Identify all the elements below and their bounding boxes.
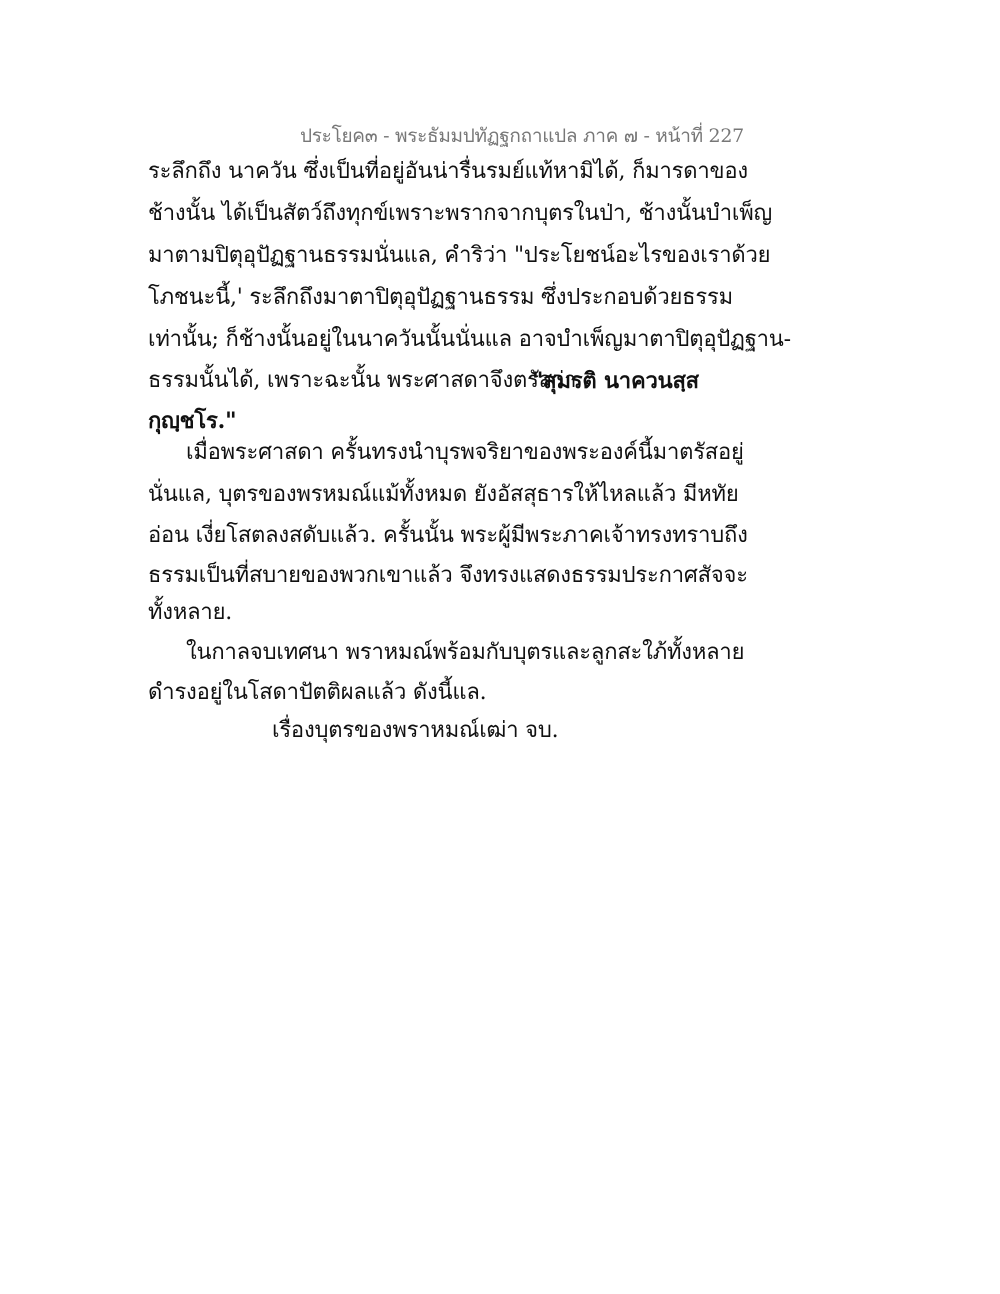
pali-quote: "สุมรติ นาควนสฺส: [532, 368, 699, 394]
pali-quote-end: กุญฺชโร.": [148, 408, 237, 434]
text-line: นั่นแล, บุตรของพรหมณ์แม้ทั้งหมด ยังอัสสุธารให้ไหลแล้ว มีหทัย: [148, 482, 739, 507]
text-line: ช้างนั้น ได้เป็นสัตว์ถึงทุกข์เพราะพรากจากบุตรในป่า, ช้างนั้นบำเพ็ญ: [148, 201, 773, 226]
story-end-line: เรื่องบุตรของพราหมณ์เฒ่า จบ.: [272, 718, 559, 743]
running-header: ประโยค๓ - พระธัมมปทัฏฐกถาแปล ภาค ๗ - หน้าที่ 227: [300, 125, 744, 147]
text-line: เท่านั้น; ก็ช้างนั้นอยู่ในนาควันนั้นนั่นแล อาจบำเพ็ญมาตาปิตุอุปัฏฐาน-: [148, 327, 791, 352]
text-line: มาตามปิตุอุปัฏฐานธรรมนั่นแล, คำริว่า "ประโยชน์อะไรของเราด้วย: [148, 243, 771, 268]
paragraph-start: ในกาลจบเทศนา พราหมณ์พร้อมกับบุตรและลูกสะใภ้ทั้งหลาย: [186, 640, 745, 665]
text-line: โภชนะนี้,' ระลึกถึงมาตาปิตุอุปัฏฐานธรรม ซึ่งประกอบด้วยธรรม: [148, 285, 733, 310]
text-line: ทั้งหลาย.: [148, 600, 233, 625]
text-line: ดำรงอยู่ในโสดาปัตติผลแล้ว ดังนี้แล.: [148, 680, 487, 705]
text-line: ระลึกถึง นาควัน ซึ่งเป็นที่อยู่อันน่ารื่นรมย์แท้หามิได้, ก็มารดาของ: [148, 159, 748, 184]
text-line: ธรรมเป็นที่สบายของพวกเขาแล้ว จึงทรงแสดงธรรมประกาศสัจจะ: [148, 563, 748, 588]
text-line: ธรรมนั้นได้, เพราะฉะนั้น พระศาสดาจึงตรัสว่า: [148, 368, 577, 393]
text-line: อ่อน เงี่ยโสตลงสดับแล้ว. ครั้นนั้น พระผู้มีพระภาคเจ้าทรงทราบถึง: [148, 523, 748, 548]
paragraph-start: เมื่อพระศาสดา ครั้นทรงนำบุรพจริยาของพระองค์นี้มาตรัสอยู่: [186, 440, 744, 465]
